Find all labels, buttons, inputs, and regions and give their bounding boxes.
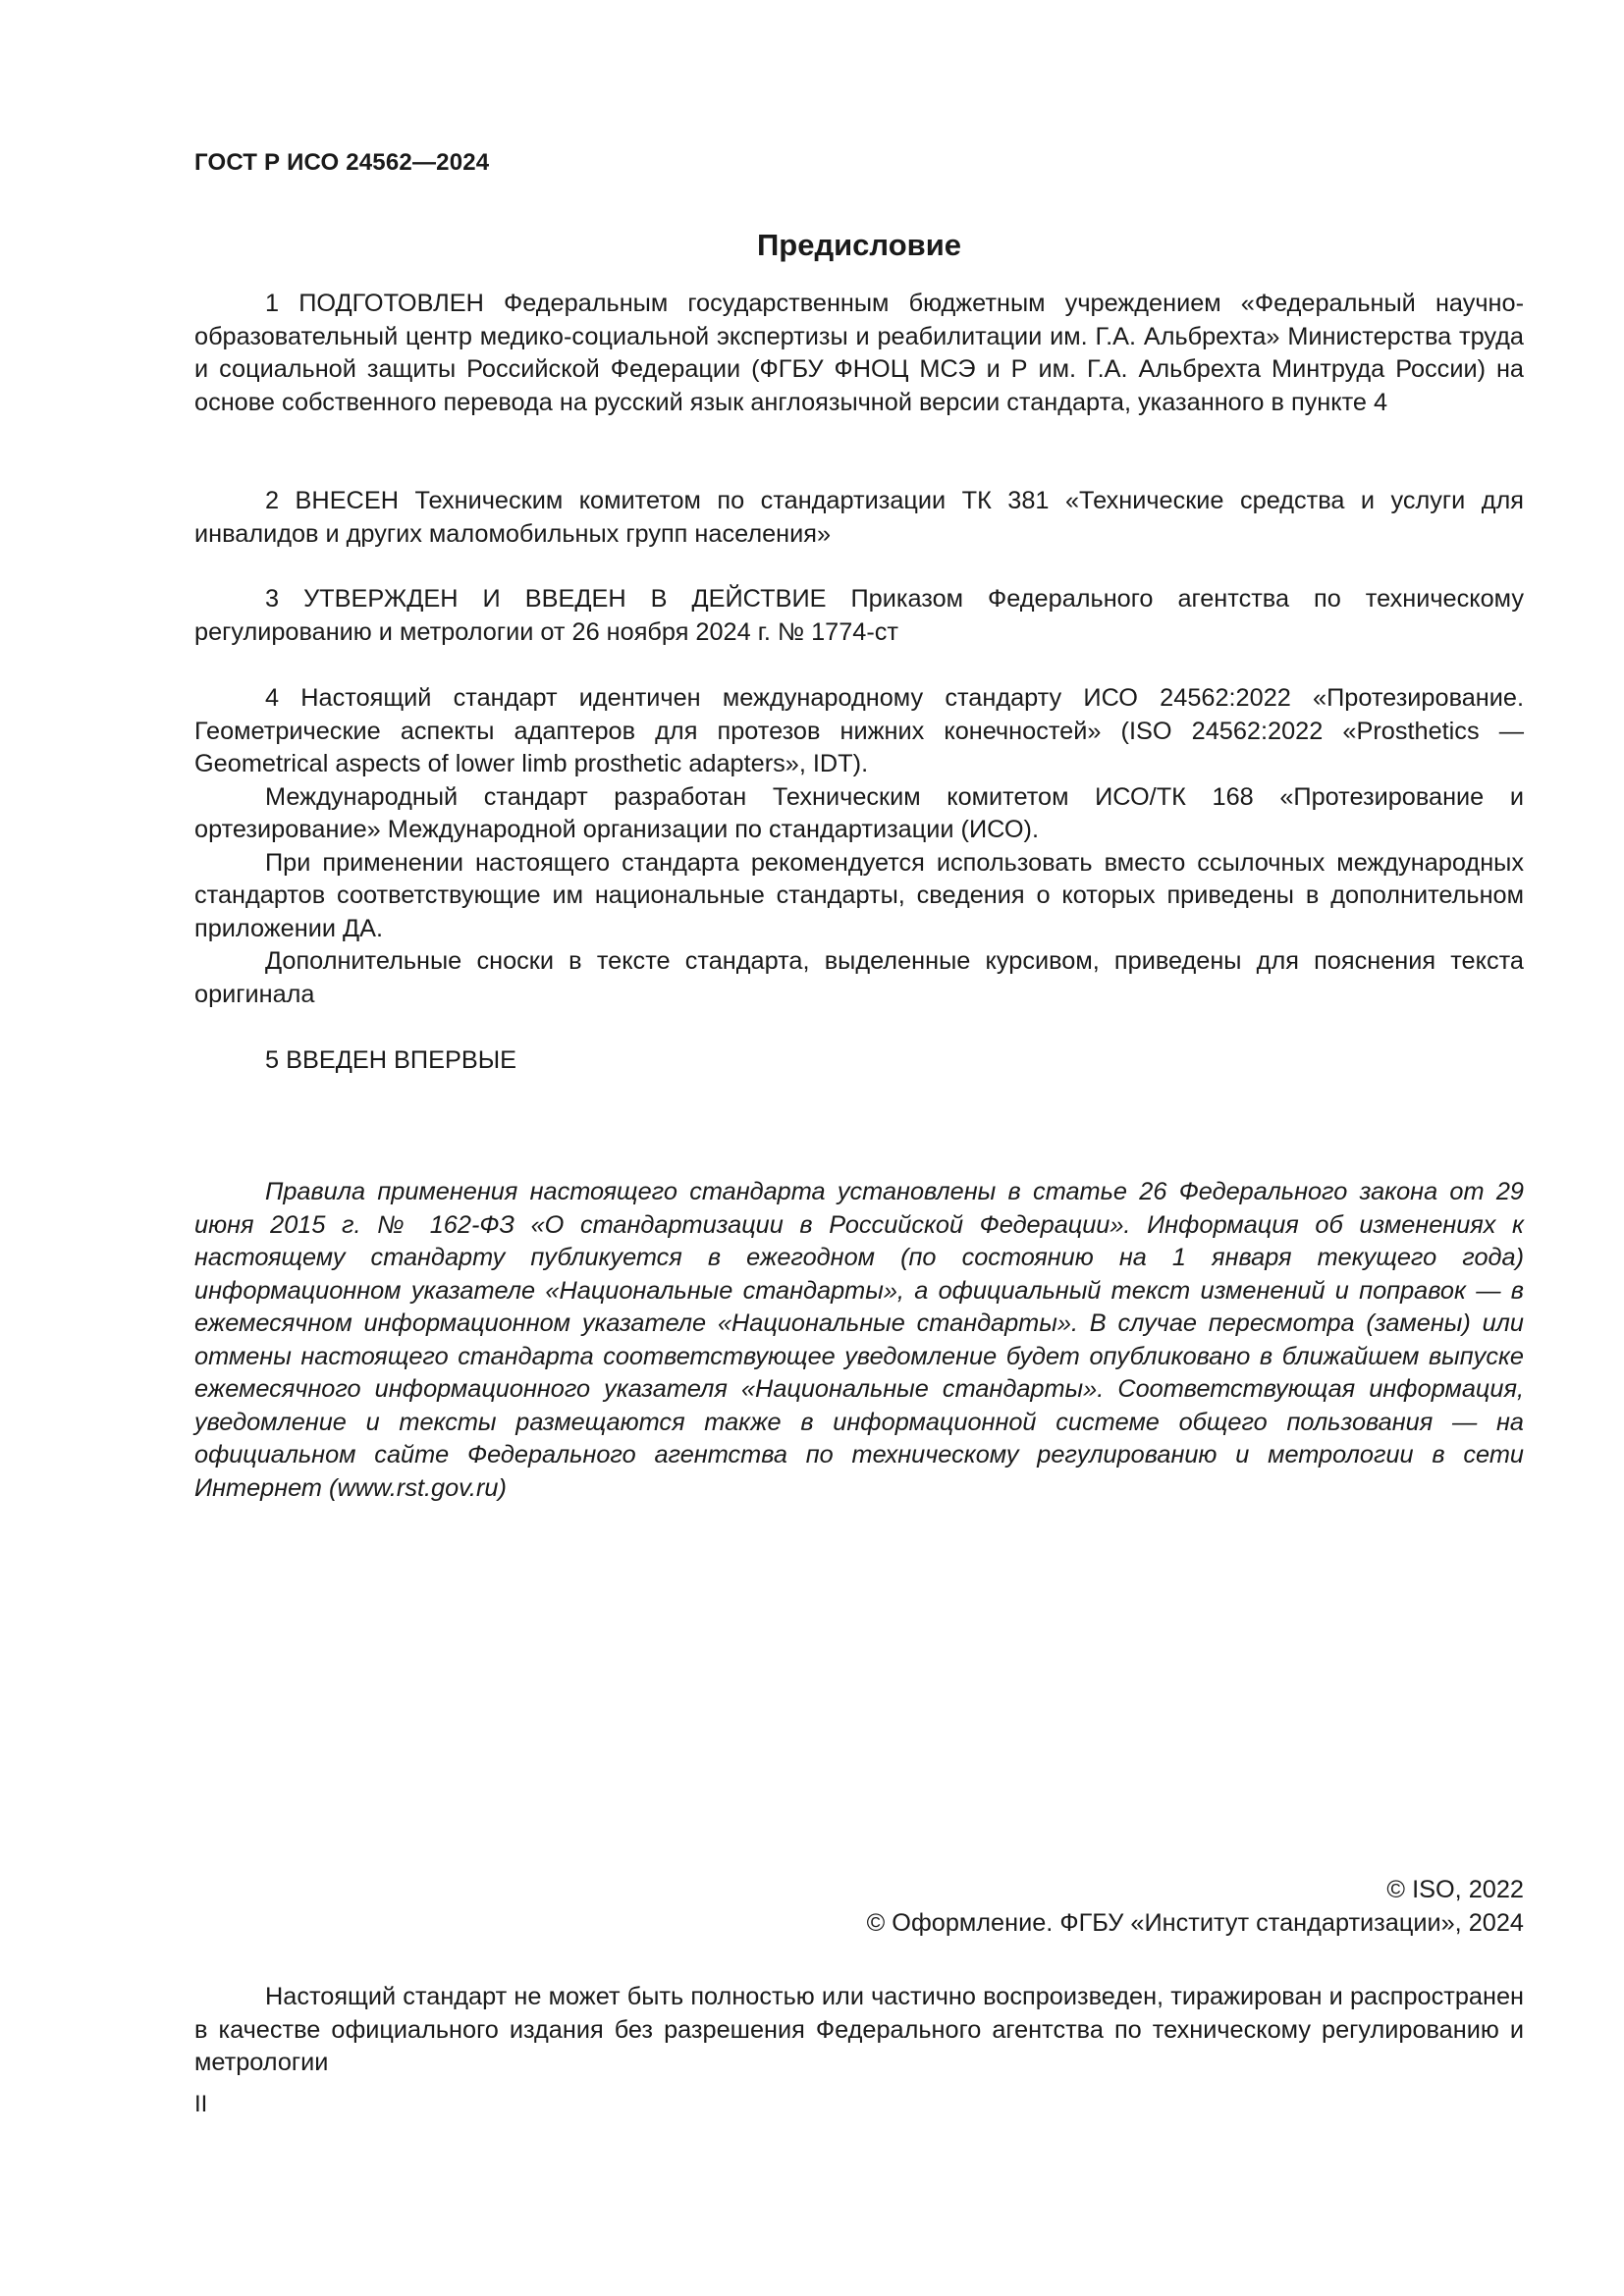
section-4-text: 4 Настоящий стандарт идентичен международному стандарту ИСО 24562:2022 «Протезирование. Геометрические аспекты адаптеров для протезов нижних конечностей» (ISO 24562:2022 «Prosthetics — Geometrical aspects of lower limb prosthetic adapters», IDT). xyxy=(194,684,1524,777)
foreword-section-3 xyxy=(194,583,1524,649)
section-2-text: 2 ВНЕСЕН Техническим комитетом по стандартизации ТК 381 «Технические средства и услуги для инвалидов и других маломобильных групп населения» xyxy=(194,487,1524,548)
foreword-section-1 xyxy=(194,288,1524,419)
reproduction-rights xyxy=(194,1981,1524,2080)
rights-text: Настоящий стандарт не может быть полностью или частично воспроизведен, тиражирован и распространен в качестве официального издания без разрешения Федерального агентства по техническому регулированию и метрологии xyxy=(194,1983,1524,2076)
copyright-block xyxy=(867,1874,1524,1940)
foreword-section-5 xyxy=(194,1044,1524,1078)
copyright-iso: © ISO, 2022 xyxy=(1386,1876,1524,1903)
foreword-section-2 xyxy=(194,485,1524,551)
page-number: II xyxy=(194,2091,208,2117)
application-rules-notice xyxy=(194,1176,1524,1505)
notice-text: Правила применения настоящего стандарта установлены в статье 26 Федерального закона от 29 июня 2015 г. № 162-ФЗ «О стандартизации в Российской Федерации». Информация об изменениях к настоящему стандарту публикуется в ежегодном (по состоянию на 1 января текущего года) информационном указателе «Национальные стандарты», а официальный текст изменений и поправок — в ежемесячном информационном указателе «Национальные стандарты». В случае пересмотра (замены) или отмены настоящего стандарта соответствующее уведомление будет опубликовано в ближайшем выпуске ежемесячного информационного указателя «Национальные стандарты». Соответствующая информация, уведомление и тексты размещаются также в информационной системе общего пользования — на официальном сайте Федерального агентства по техническому регулированию и метрологии в сети Интернет (www.rst.gov.ru) xyxy=(194,1178,1524,1502)
copyright-design: © Оформление. ФГБУ «Институт стандартизации», 2024 xyxy=(866,1908,1524,1937)
section-5-text: 5 ВВЕДЕН ВПЕРВЫЕ xyxy=(265,1046,516,1074)
page-title: Предисловие xyxy=(756,228,961,262)
document-code: ГОСТ Р ИСО 24562—2024 xyxy=(194,149,490,176)
foreword-section-4 xyxy=(194,682,1524,1011)
section-4-footnotes-text: Дополнительные сноски в тексте стандарта, выделенные курсивом, приведены для пояснения текста оригинала xyxy=(194,947,1524,1008)
section-4-developer-text: Международный стандарт разработан Техническим комитетом ИСО/ТК 168 «Протезирование и ортезирование» Международной организации по стандартизации (ИСО). xyxy=(194,782,1524,843)
section-4-references-text: При применении настоящего стандарта рекомендуется использовать вместо ссылочных международных стандартов соответствующие им национальные стандарты, сведения о которых приведены в дополнительном приложении ДА. xyxy=(194,848,1524,942)
section-3-text: 3 УТВЕРЖДЕН И ВВЕДЕН В ДЕЙСТВИЕ Приказом Федерального агентства по техническому регулированию и метрологии от 26 ноября 2024 г. № 1774-ст xyxy=(194,585,1524,646)
section-1-text: 1 ПОДГОТОВЛЕН Федеральным государственным бюджетным учреждением «Федеральный научно-образовательный центр медико-социальной экспертизы и реабилитации им. Г.А. Альбрехта» Министерства труда и социальной защиты Российской Федерации (ФГБУ ФНОЦ МСЭ и Р им. Г.А. Альбрехта Минтруда России) на основе собственного перевода на русский язык англоязычной версии стандарта, указанного в пункте 4 xyxy=(194,290,1524,416)
